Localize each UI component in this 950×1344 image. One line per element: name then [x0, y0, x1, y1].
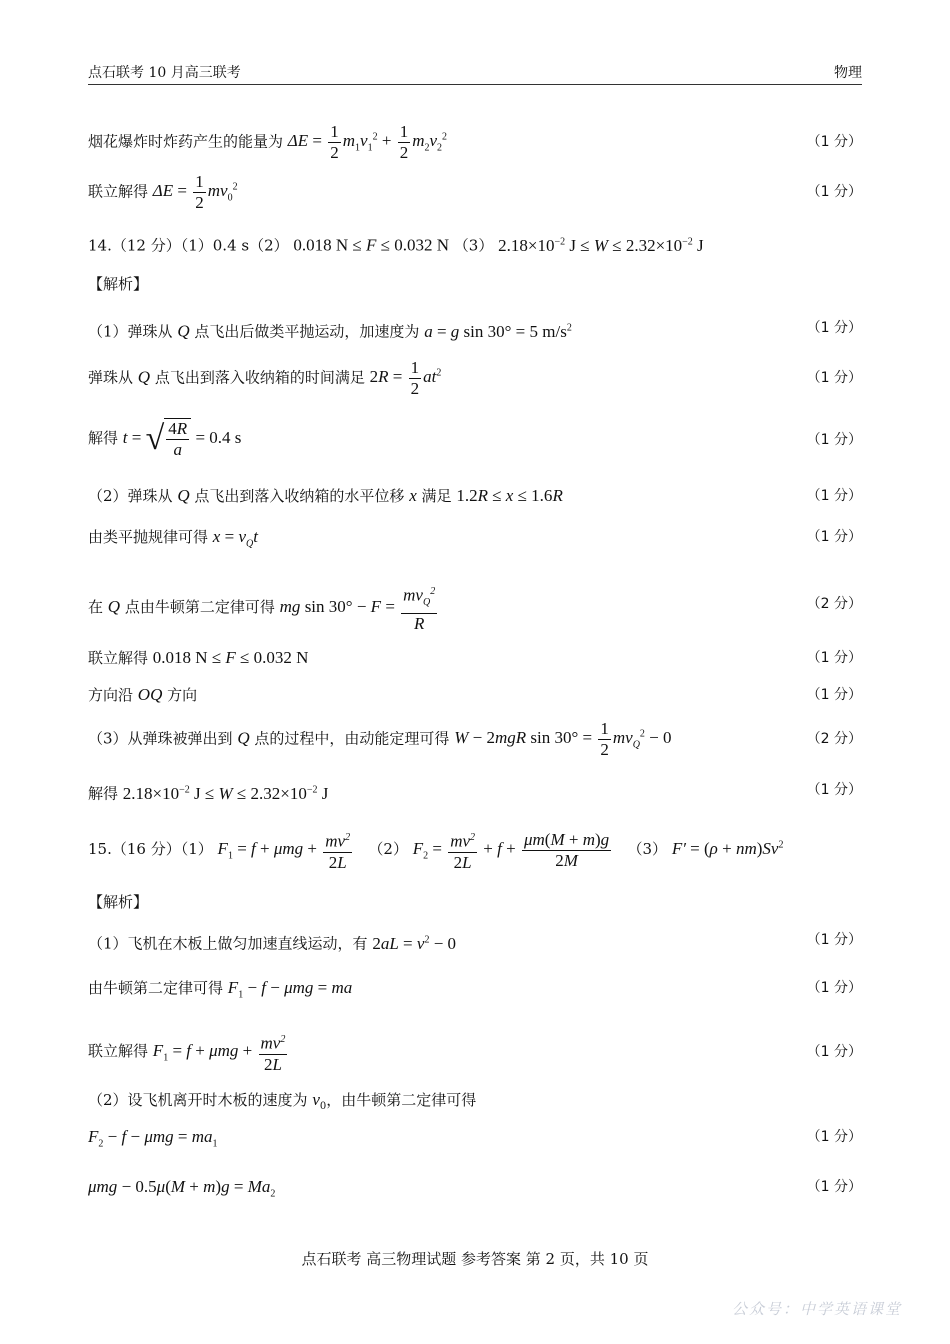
- header-right: 物理: [834, 65, 862, 81]
- line-14-10: 解得 $2.18\times 10^{-2}$ $J \le W \le 2.32\times 10^{-2}$ J （1 分）: [88, 782, 862, 803]
- score: （1 分）: [806, 1179, 862, 1195]
- line-14-1: （1）弹珠从 Q 点飞出后做类平抛运动，加速度为 a = g sin 30° = 5 $m/s^2$ （1 分）: [88, 320, 862, 341]
- line-14-9: （3）从弹珠被弹出到 Q 点的过程中，由动能定理可得 W − 2mgR sin 30° = $\frac{1}{2}$ $mv_Q^2 - 0$ （2 分）: [88, 719, 862, 759]
- score: （1 分）: [806, 1044, 862, 1060]
- line-15-1: （1）飞机在木板上做匀加速直线运动，有 $2aL = v^2 - 0$ （1 分）: [88, 932, 862, 953]
- score: （1 分）: [806, 687, 862, 703]
- line-14-3: 解得 t = √ $\frac{4R}{a}$ = 0.4 s （1 分）: [88, 419, 862, 459]
- line-15-5: $F_2 - f - \mu mg = ma_1$ （1 分）: [88, 1127, 862, 1150]
- score: （1 分）: [806, 782, 862, 798]
- watermark: 公众号：中学英语课堂: [731, 1300, 902, 1318]
- score: （1 分）: [806, 370, 862, 386]
- score: （1 分）: [806, 1129, 862, 1145]
- score: （1 分）: [806, 650, 862, 666]
- q15-answer: 15.（16 分）（1） $F_1 = f + \mu mg$ + $\frac{mv^2}{2L}$ （2） $F_2$ = $\frac{mv^2}{2L}$ + f + $\frac{\mu m(M + m)g}{2M}$ （3） $F' = (\rho + nm)Sv^2$: [88, 829, 784, 872]
- line-15-3: 联立解得 $F_1 = f + \mu mg$ + $\frac{mv^2}{2L}$ （1 分）: [88, 1030, 862, 1075]
- header-left: 点石联考 10 月高三联考: [88, 65, 241, 81]
- line-14-7: 联立解得 0.018 N ≤ F ≤ 0.032 N （1 分）: [88, 648, 862, 667]
- score: （1 分）: [806, 488, 862, 504]
- analysis-label: 【解析】: [88, 275, 149, 293]
- line-14-5: 由类平抛规律可得 $x = v_Qt$ （1 分）: [88, 527, 862, 550]
- line-14-6: 在 Q 点由牛顿第二定律可得 mg sin 30° − F = $\frac{mv_Q^2}{R}$ （2 分）: [88, 582, 862, 634]
- analysis-label: 【解析】: [88, 893, 149, 911]
- line-solve: 联立解得 ΔE = $\frac{1}{2}$ $mv_0^2$ （1 分）: [88, 172, 862, 212]
- score: （1 分）: [806, 184, 862, 200]
- score: （1 分）: [806, 529, 862, 545]
- score: （1 分）: [806, 134, 862, 150]
- page-header: [88, 58, 862, 85]
- score: （2 分）: [806, 731, 862, 747]
- q14-answer: 14.（12 分）（1）0.4 s（2） 0.018 N ≤ F ≤ 0.032 N （3） $2.18\times 10^{-2}$ $J \le W \le 2.32\times 10^{-2}$ J: [88, 235, 704, 255]
- score: （1 分）: [806, 320, 862, 336]
- line-14-2: 弹珠从 Q 点飞出到落入收纳箱的时间满足 2R = $\frac{1}{2}$ $at^2$ （1 分）: [88, 358, 862, 398]
- score: （1 分）: [806, 932, 862, 948]
- score: （1 分）: [806, 432, 862, 448]
- line-14-4: （2）弹珠从 Q 点飞出到落入收纳箱的水平位移 x 满足 1.2R ≤ x ≤ 1.6R （1 分）: [88, 486, 862, 505]
- line-energy: 烟花爆炸时炸药产生的能量为 ΔE = $\frac{1}{2}$ $m_1v_1^2$ + $\frac{1}{2}$ $m_2v_2^2$ （1 分）: [88, 122, 862, 162]
- line-15-2: 由牛顿第二定律可得 $F_1 - f - \mu mg$ = ma （1 分）: [88, 978, 862, 1001]
- line-15-6: $\mu mg - 0.5\mu(M + m)g = Ma_2$ （1 分）: [88, 1177, 862, 1200]
- score: （2 分）: [806, 596, 862, 612]
- line-14-8: 方向沿 OQ 方向 （1 分）: [88, 685, 862, 704]
- page-footer: 点石联考 高三物理试题 参考答案 第 2 页，共 10 页: [301, 1250, 649, 1268]
- line-15-4: （2）设飞机离开时木板的速度为 $v_0$，由牛顿第二定律可得: [88, 1090, 477, 1112]
- score: （1 分）: [806, 980, 862, 996]
